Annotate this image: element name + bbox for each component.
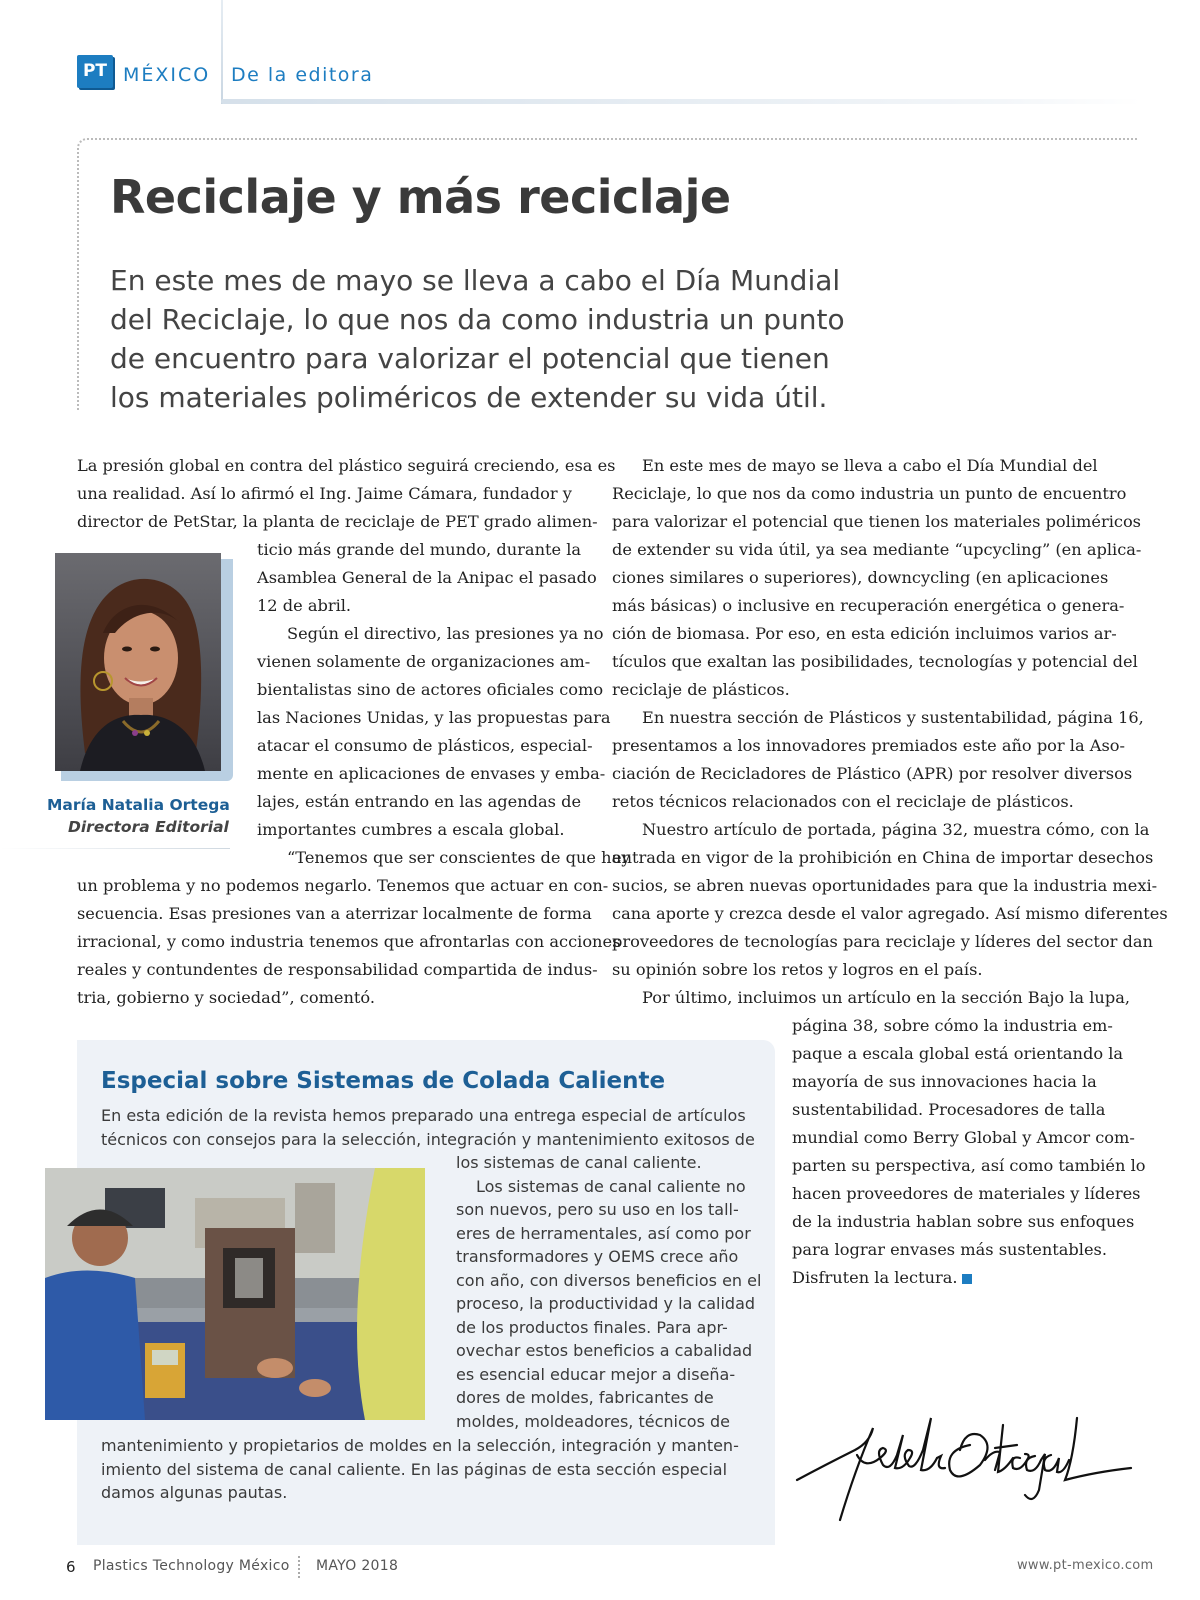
header-divider: [221, 0, 223, 104]
text-line: mayoría de sus innovaciones hacia la: [792, 1072, 1097, 1091]
author-name: María Natalia Ortega: [47, 796, 230, 814]
box-line: dores de moldes, fabricantes de: [456, 1388, 714, 1407]
text-line: importantes cumbres a escala global.: [257, 820, 565, 839]
editor-signature: [795, 1410, 1135, 1530]
text-line: mundial como Berry Global y Amcor com-: [792, 1128, 1135, 1147]
text-line: cana aporte y crezca desde el valor agregado. Así mismo diferentes: [612, 904, 1168, 923]
box-line: con año, con diversos beneficios en el: [456, 1270, 762, 1290]
text-line: secuencia. Esas presiones van a aterrizar localmente de forma: [77, 904, 592, 923]
text-line: paque a escala global está orientando la: [792, 1044, 1124, 1063]
text-line: entrada en vigor de la prohibición en China de importar desechos: [612, 848, 1154, 867]
box-line: mantenimiento y propietarios de moldes en la selección, integración y manten-: [101, 1436, 739, 1455]
text-line: parten su perspectiva, así como también lo: [792, 1156, 1146, 1175]
text-line: En este mes de mayo se lleva a cabo el Día Mundial del: [642, 456, 1098, 475]
text-line: ticio más grande del mundo, durante la: [257, 540, 582, 559]
article-title: Reciclaje y más reciclaje: [110, 170, 731, 224]
box-line: los sistemas de canal caliente.: [456, 1153, 702, 1172]
text-line: “Tenemos que ser conscientes de que hay: [287, 848, 631, 867]
author-photo: [55, 553, 221, 771]
text-line: [792, 1264, 1146, 1292]
text-line: Según el directivo, las presiones ya no: [287, 624, 604, 643]
left-column-wrap: [257, 536, 630, 872]
article-deck: [110, 261, 870, 417]
box-line: de los productos finales. Para apr-: [456, 1317, 728, 1337]
text-line: un problema y no podemos negarlo. Tenemos que actuar en con-: [77, 876, 609, 895]
text-line: Nuestro artículo de portada, página 32, muestra cómo, con la: [642, 820, 1150, 839]
box-line: eres de herramentales, así como por: [456, 1223, 751, 1243]
text-line: bientalistas sino de actores oficiales como: [257, 680, 604, 699]
text-line: sustentabilidad. Procesadores de talla: [792, 1100, 1106, 1119]
website-url: www.pt-mexico.com: [1017, 1558, 1154, 1573]
text-line: ción de biomasa. Por eso, en esta edición incluimos varios ar-: [612, 624, 1117, 643]
header-region: MÉXICO: [123, 64, 211, 86]
text-line: de la industria hablan sobre sus enfoques: [792, 1212, 1135, 1231]
text-line: para lograr envases más sustentables.: [792, 1240, 1107, 1259]
right-column-narrow: [792, 1012, 1146, 1292]
left-column-bottom: [77, 872, 620, 1012]
text-line: atacar el consumo de plásticos, especial-: [257, 736, 593, 755]
box-line: es esencial educar mejor a diseña-: [456, 1364, 736, 1384]
box-line: ovechar estos beneficios a cabalidad: [456, 1341, 753, 1360]
text-line: ciación de Recicladores de Plástico (APR) por resolver diversos: [612, 764, 1133, 783]
text-line: para valorizar el potencial que tienen los materiales poliméricos: [612, 512, 1141, 531]
text-line: sucios, se abren nuevas oportunidades para que la industria mexi-: [612, 876, 1158, 895]
pt-logo: PT: [77, 55, 113, 88]
text-line: de extender su vida útil, ya sea mediante “upcycling” (en aplica-: [612, 540, 1142, 559]
text-line: retos técnicos relacionados con el reciclaje de plásticos.: [612, 792, 1074, 811]
deck-line: del Reciclaje, lo que nos da como industria un punto: [110, 303, 845, 336]
closing-line: Disfruten la lectura.: [792, 1268, 958, 1287]
text-line: Asamblea General de la Anipac el pasado: [257, 568, 597, 587]
text-line: tículos que exaltan las posibilidades, tecnologías y potencial del: [612, 652, 1138, 671]
box-line: transformadores y OEMS crece año: [456, 1247, 739, 1266]
page-number: 6: [66, 1558, 76, 1576]
box-line: imiento del sistema de canal caliente. En las páginas de esta sección especial: [101, 1459, 728, 1479]
text-line: La presión global en contra del plástico seguirá creciendo, esa es: [77, 456, 616, 475]
box-line: En esta edición de la revista hemos preparado una entrega especial de artículos: [101, 1106, 746, 1125]
header-rule: [221, 99, 1141, 104]
box-line: técnicos con consejos para la selección, integración y mantenimiento exitosos de: [101, 1129, 755, 1149]
workshop-photo: [45, 1168, 425, 1420]
deck-line: los materiales poliméricos de extender su vida útil.: [110, 381, 828, 414]
box-line: Los sistemas de canal caliente no: [476, 1176, 746, 1196]
box-line: proceso, la productividad y la calidad: [456, 1294, 756, 1313]
issue-date: MAYO 2018: [316, 1558, 399, 1574]
text-line: En nuestra sección de Plásticos y sustentabilidad, página 16,: [642, 708, 1144, 727]
author-photo-frame: [55, 553, 229, 773]
text-line: hacen proveedores de materiales y líderes: [792, 1184, 1141, 1203]
text-line: Por último, incluimos un artículo en la sección Bajo la lupa,: [642, 988, 1130, 1007]
header-section-title: De la editora: [231, 64, 374, 86]
text-line: una realidad. Así lo afirmó el Ing. Jaime Cámara, fundador y: [77, 484, 572, 503]
box-line: son nuevos, pero su uso en los tall-: [456, 1200, 739, 1219]
text-line: página 38, sobre cómo la industria em-: [792, 1016, 1113, 1035]
text-line: director de PetStar, la planta de reciclaje de PET grado alimen-: [77, 512, 598, 531]
text-line: más básicas) o inclusive en recuperación energética o genera-: [612, 596, 1125, 615]
text-line: 12 de abril.: [257, 596, 352, 615]
publication-name: Plastics Technology México: [93, 1558, 290, 1574]
text-line: reciclaje de plásticos.: [612, 680, 790, 699]
text-line: tria, gobierno y sociedad”, comentó.: [77, 988, 376, 1007]
text-line: proveedores de tecnologías para reciclaje y líderes del sector dan: [612, 932, 1153, 951]
text-line: ciones similares o superiores), downcycling (en aplicaciones: [612, 568, 1109, 587]
deck-line: de encuentro para valorizar el potencial que tienen: [110, 342, 830, 375]
text-line: irracional, y como industria tenemos que afrontarlas con acciones: [77, 932, 621, 951]
text-line: lajes, están entrando en las agendas de: [257, 792, 582, 811]
text-line: presentamos a los innovadores premiados este año por la Aso-: [612, 736, 1125, 755]
text-line: reales y contundentes de responsabilidad compartida de indus-: [77, 960, 598, 979]
author-role: Directora Editorial: [68, 818, 229, 836]
caption-rule: [0, 848, 230, 849]
text-line: mente en aplicaciones de envases y emba-: [257, 764, 606, 783]
left-column-top: [77, 452, 615, 536]
box-line: moldes, moldeadores, técnicos de: [456, 1411, 730, 1431]
text-line: su opinión sobre los retos y logros en el país.: [612, 960, 983, 979]
text-line: Reciclaje, lo que nos da como industria un punto de encuentro: [612, 484, 1127, 503]
text-line: las Naciones Unidas, y las propuestas para: [257, 708, 611, 727]
deck-line: En este mes de mayo se lleva a cabo el Día Mundial: [110, 264, 841, 297]
box-text-wrap: [456, 1151, 761, 1433]
box-text-bottom: [101, 1434, 739, 1505]
text-line: vienen solamente de organizaciones am-: [257, 652, 591, 671]
footer-separator: [298, 1556, 300, 1578]
box-title: Especial sobre Sistemas de Colada Caliente: [101, 1068, 666, 1094]
box-line: damos algunas pautas.: [101, 1483, 288, 1502]
box-text-top: [101, 1104, 755, 1151]
end-mark-icon: [962, 1274, 972, 1284]
right-column: [612, 452, 1168, 1012]
